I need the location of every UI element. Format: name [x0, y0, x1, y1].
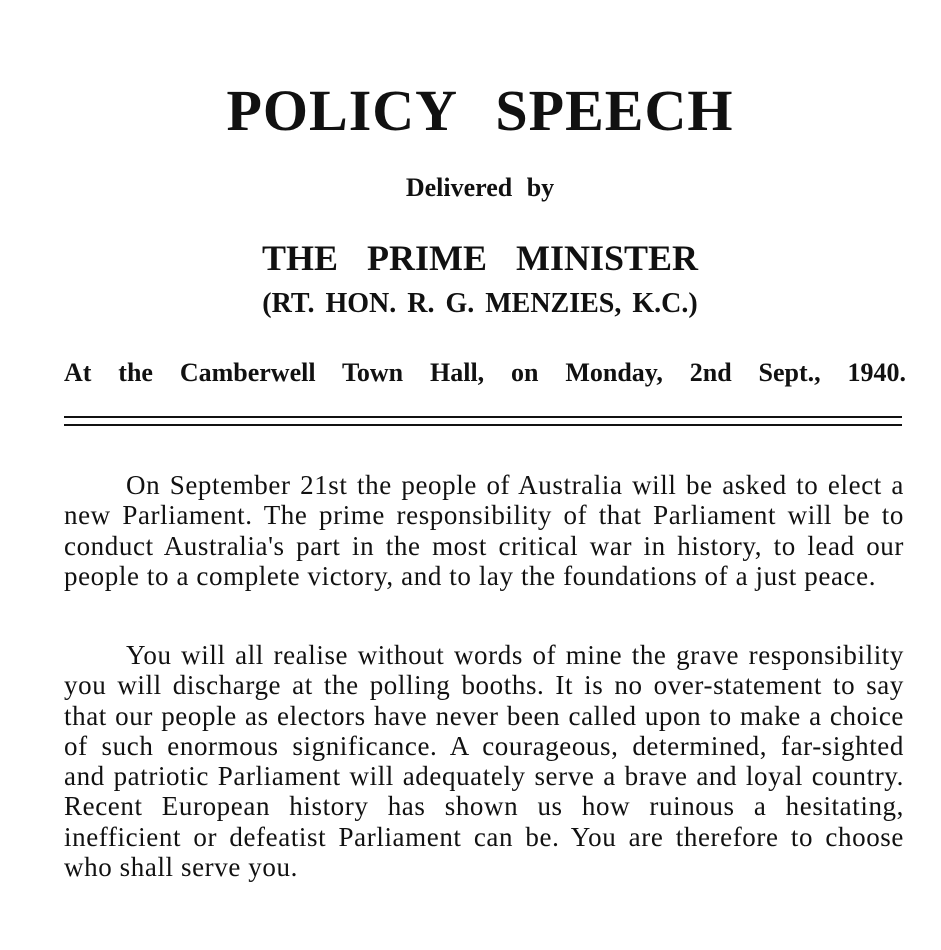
document-title: POLICY SPEECH	[226, 78, 734, 143]
double-rule-bottom	[64, 424, 902, 426]
speaker-role: THE PRIME MINISTER	[261, 238, 699, 278]
venue-date-line: At the Camberwell Town Hall, on Monday, 2nd Sept., 1940.	[64, 358, 906, 387]
speaker-name: (RT. HON. R. G. MENZIES, K.C.)	[262, 288, 698, 319]
body-paragraph-1: On September 21st the people of Australia will be asked to elect a new Parliament. The prime responsibility of that Parliament will be to conduct Australia's part in the most critical war in history, to lead our people to a complete victory, and to lay the foundations of a just peace.	[64, 470, 904, 591]
delivered-by-line: Delivered by	[405, 173, 555, 202]
body-paragraph-2: You will all realise without words of mine the grave responsibility you will discharge at the polling booths. It is no over-statement to say that our people as electors have never been called upon to make a choice of such enormous significance. A courageous, determined, far-sighted and patriotic Parliament will adequately serve a brave and loyal country. Recent European history has shown us how ruinous a hesitating, inefficient or defeatist Parliament can be. You are therefore to choose who shall serve you.	[64, 640, 904, 883]
double-rule-top	[64, 416, 902, 418]
